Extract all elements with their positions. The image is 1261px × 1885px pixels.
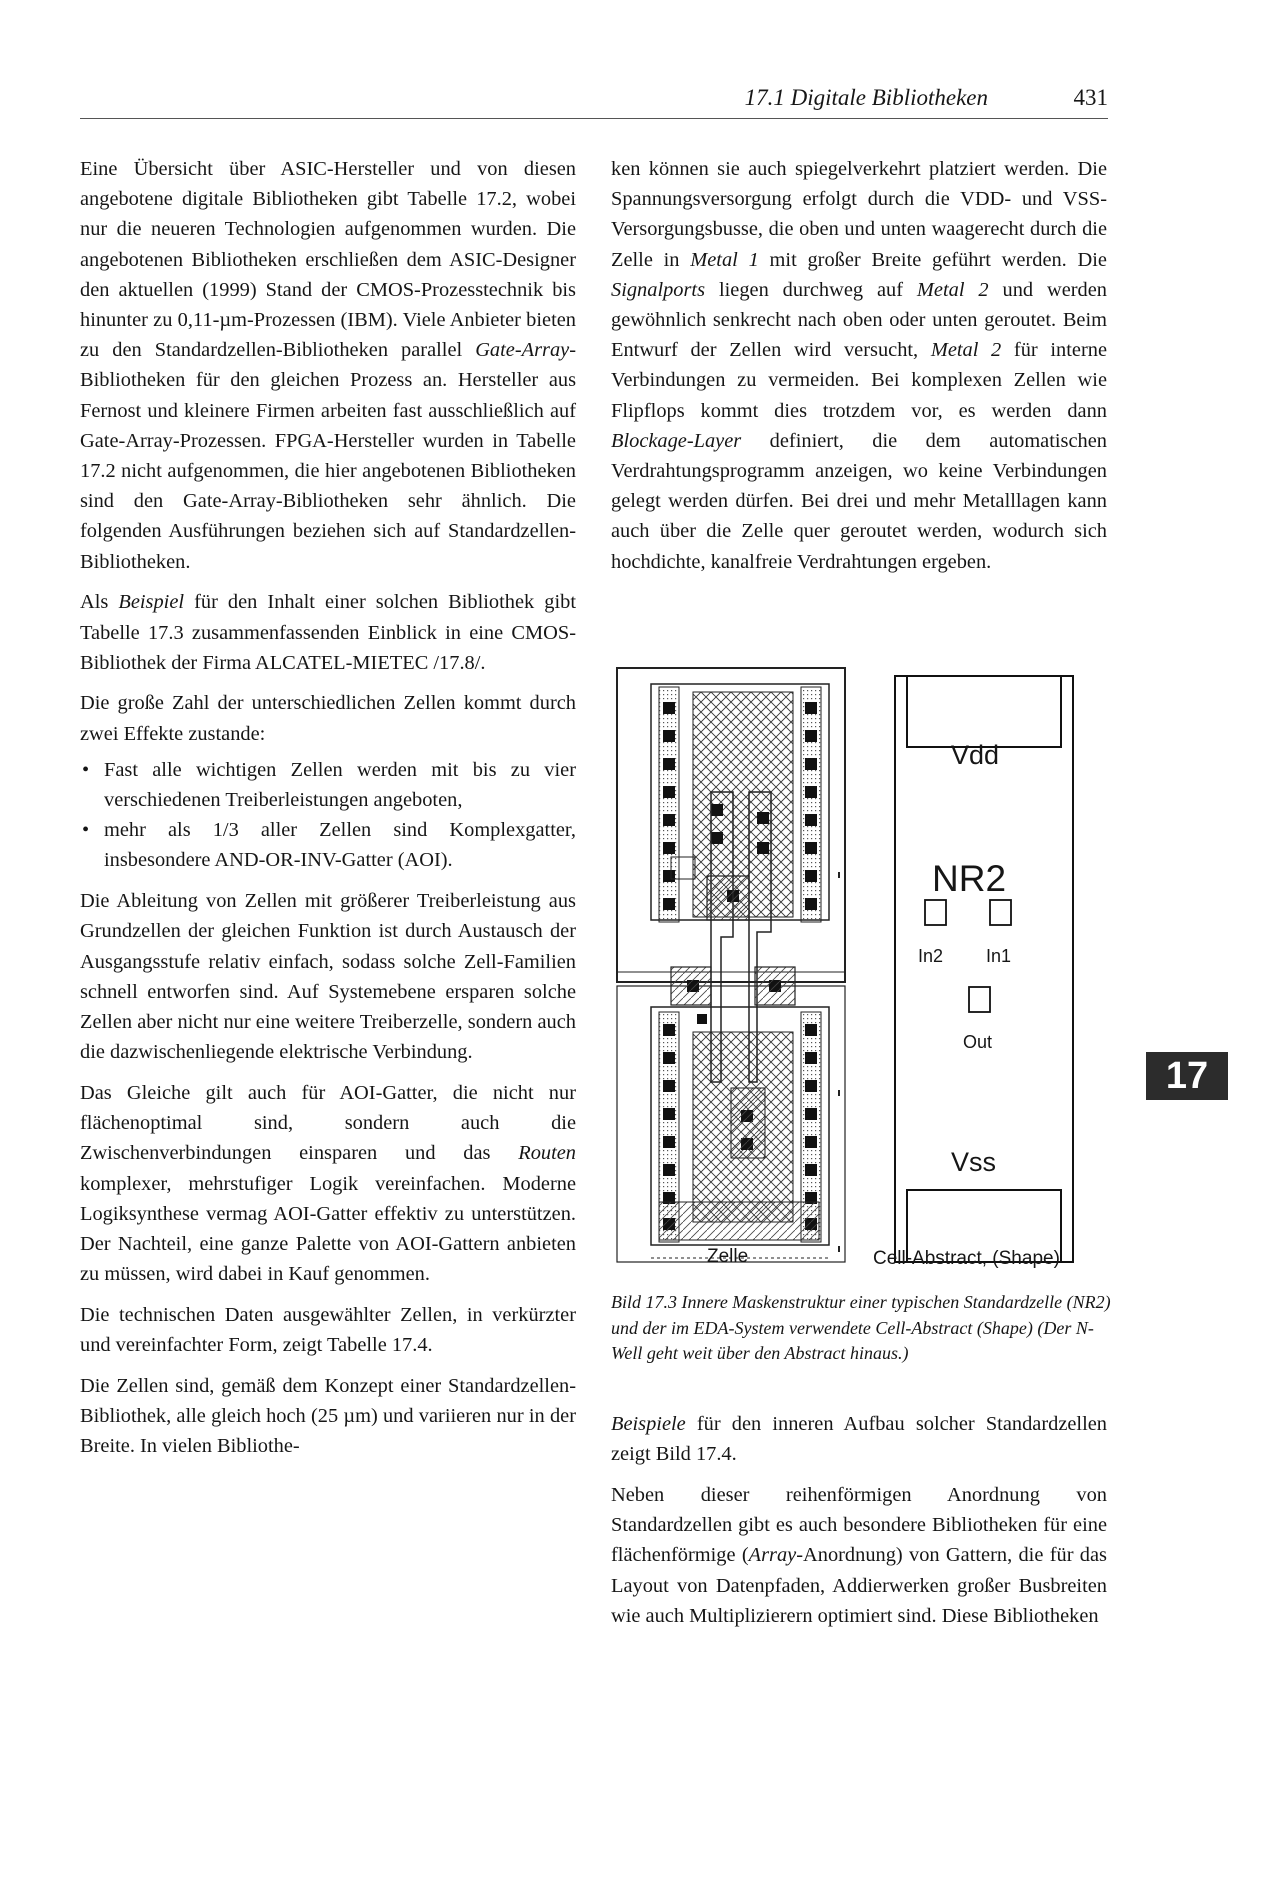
page-number: 431 xyxy=(1073,85,1108,110)
text-run: mit großer Breite geführt werden. Die xyxy=(758,248,1107,271)
paragraph-example xyxy=(80,587,576,678)
text-run: komplexer, mehrstufiger Logik vereinfachen. Moderne Logiksynthese vermag AOI-Gatter effektiv zu unterstützen. Der Nachteil, eine ganze Palette von AOI-Gattern anbieten zu müssen, wird dabei in Kauf genommen. xyxy=(80,1172,576,1286)
paragraph-array-libraries xyxy=(611,1480,1107,1631)
emphasis: Blockage-Layer xyxy=(611,429,742,452)
mask-layout xyxy=(617,668,845,1262)
emphasis: Signalports xyxy=(611,278,706,301)
emphasis: Beispiel xyxy=(118,591,185,614)
list-item-text: Fast alle wichtigen Zellen werden mit bis zu vier verschiedenen Treiberleistungen angeboten, xyxy=(104,758,576,812)
text-run: -Anordnung) von Gattern, die für das Layout von Datenpfaden, Addierwerken großer Busbreiten wie auch Multiplizierern optimiert sind. Diese Bibliotheken xyxy=(611,1544,1107,1627)
text-run: definiert, die dem automatischen Verdrahtungsprogramm anzeigen, wo keine Verbindungen gelegt werden dürfen. Bei drei und mehr Metalllagen kann auch über die Zelle quer geroutet werden, wodurch sich hochdichte, kanalfreie Verdrahtungen ergeben. xyxy=(611,429,1107,573)
paragraph-cell-count: Die große Zahl der unterschiedlichen Zellen kommt durch zwei Effekte zustande: xyxy=(80,692,576,745)
text-run: ken können sie auch spiegelverkehrt platziert werden. Die Spannungsversorgung erfolgt durch die VDD- und VSS-Versorgungsbusse, die oben und unten waagerecht durch die Zelle in xyxy=(611,158,1107,271)
cell-name-label: NR2 xyxy=(932,858,1007,899)
list-item-text: mehr als 1/3 aller Zellen sind Komplexgatter, insbesondere AND-OR-INV-Gatter (AOI). xyxy=(104,819,576,872)
port-in1-box xyxy=(990,900,1011,925)
emphasis: Metal 2 xyxy=(930,339,1002,362)
text-run: Als xyxy=(80,591,119,614)
emphasis: Gate-Array xyxy=(475,339,570,362)
text-run: Neben dieser reihenförmigen Anordnung von Standardzellen gibt es auch besondere Bibliotheken für eine flächenförmige ( xyxy=(611,1483,1107,1567)
right-column xyxy=(611,154,1107,587)
bullet-icon: • xyxy=(82,758,90,781)
text-run: für interne Verbindungen zu vermeiden. Bei komplexen Zellen wie Flipflops kommt dies trotzdem vor, es werden dann xyxy=(611,339,1107,422)
list-item xyxy=(80,815,576,875)
out-label: Out xyxy=(963,1032,993,1052)
paragraph-examples xyxy=(611,1409,1107,1469)
emphasis: Routen xyxy=(518,1142,576,1165)
port-in2-box xyxy=(925,900,946,925)
cell-layout-figure xyxy=(611,662,1107,1282)
list-item xyxy=(80,755,576,815)
bullet-icon: • xyxy=(82,819,90,842)
paragraph-aoi xyxy=(80,1078,576,1289)
in1-label: In1 xyxy=(986,946,1012,966)
figure-17-3 xyxy=(611,662,1107,1282)
vss-label: Vss xyxy=(951,1147,997,1177)
paragraph-drive-strength: Die Ableitung von Zellen mit größerer Treiberleistung aus Grundzellen der gleichen Funktion ist durch Austausch der Ausgangsstufe relativ einfach, sodass solche Zell-Familien schnell entworfen sind. Auf Systemebene ersparen solche Zellen aber nicht nur eine weitere Treiberzelle, sondern auch die dazwischenliegende elektrische Verbindung. xyxy=(80,890,576,1064)
text-run: für den inneren Aufbau solcher Standardzellen zeigt Bild 17.4. xyxy=(611,1413,1107,1466)
left-column xyxy=(80,154,576,1472)
emphasis: Beispiele xyxy=(611,1413,686,1435)
paragraph-technical-data: Die technischen Daten ausgewählter Zellen, in verkürzter und vereinfachter Form, zeigt Tabelle 17.4. xyxy=(80,1303,576,1357)
paragraph-cell-height: Die Zellen sind, gemäß dem Konzept einer Standardzellen-Bibliothek, alle gleich hoch (25 µm) und variieren nur in der Breite. In vielen Bibliothe- xyxy=(80,1374,576,1458)
bullet-list xyxy=(80,755,576,876)
emphasis: Metal 1 xyxy=(690,248,759,271)
in2-label: In2 xyxy=(918,946,944,966)
text-run: liegen durchweg auf xyxy=(705,278,917,301)
figure-label-cell: Zelle xyxy=(707,1246,749,1267)
text-run: -Bibliotheken für den gleichen Prozess an. Hersteller aus Fernost und kleinere Firmen arbeiten fast ausschließlich auf Gate-Array-Prozessen. FPGA-Hersteller wurden in Tabelle 17.2 nicht aufgenommen, die hier angebotenen Bibliotheken sind den Gate-Array-Bibliotheken sehr ähnlich. Die folgenden Ausführungen beziehen sich auf Standardzellen-Bibliotheken. xyxy=(80,339,576,573)
paragraph-power-supply xyxy=(611,154,1107,577)
header-rule xyxy=(80,118,1108,119)
text-run: Das Gleiche gilt auch für AOI-Gatter, die nicht nur flächenoptimal sind, sondern auch die Zwischenverbindungen einsparen und das xyxy=(80,1081,576,1165)
paragraph-asic-overview xyxy=(80,154,576,577)
right-column-continued xyxy=(611,1409,1107,1641)
section-title: 17.1 Digitale Bibliotheken xyxy=(744,85,988,110)
chapter-tab: 17 xyxy=(1146,1052,1228,1100)
text-run: für den Inhalt einer solchen Bibliothek gibt Tabelle 17.3 zusammenfassenden Einblick in eine CMOS-Bibliothek der Firma ALCATEL-MIETEC /17.8/. xyxy=(80,591,576,674)
text-run: Eine Übersicht über ASIC-Hersteller und von diesen angebotene digitale Bibliotheken gibt Tabelle 17.2, wobei nur die neueren Technologien aufgenommen wurden. Die angebotenen Bibliotheken erschließen dem ASIC-Designer den aktuellen (1999) Stand der CMOS-Prozesstechnik bis hinunter zu 0,11-µm-Prozessen (IBM). Viele Anbieter bieten zu den Standardzellen-Bibliotheken parallel xyxy=(80,158,576,362)
figure-caption: Bild 17.3 Innere Maskenstruktur einer typischen Standardzelle (NR2) und der im EDA-System verwendete Cell-Abstract (Shape) (Der N-Well geht weit über den Abstract hinaus.) xyxy=(611,1292,1111,1363)
running-header xyxy=(80,86,1108,110)
text-run: und werden gewöhnlich senkrecht nach oben oder unten geroutet. Beim Entwurf der Zellen wird versucht, xyxy=(611,278,1107,362)
port-out-box xyxy=(969,987,990,1012)
vdd-label: Vdd xyxy=(951,740,1000,770)
emphasis: Array xyxy=(748,1544,797,1567)
emphasis: Metal 2 xyxy=(916,278,989,301)
figure-label-abstract: Cell-Abstract, (Shape) xyxy=(873,1248,1060,1269)
